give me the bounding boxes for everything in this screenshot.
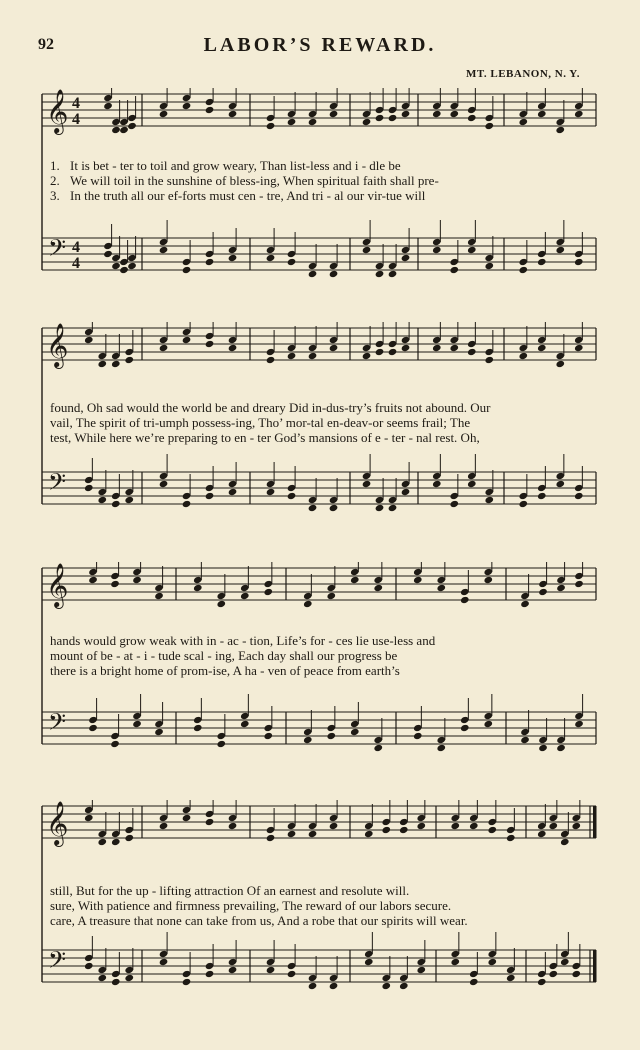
note-head [574,258,584,266]
note-head [303,600,313,608]
note-head [110,740,120,748]
note-head [548,970,558,978]
note-head [483,720,493,728]
note-head [119,266,129,274]
note-head [388,114,398,122]
lyric-line: found, Oh sad would the world be and dreary Did in-dus-try’s fruits not abound. Our [50,400,491,415]
note-head [193,724,203,732]
note-head [240,592,250,600]
system-2-lyrics [50,400,596,445]
note-head [388,348,398,356]
note-head [450,822,460,830]
system-3-lyrics [50,633,596,678]
note-head [560,838,570,846]
note-head [111,978,121,986]
note-head [266,488,276,496]
note-head [329,344,339,352]
note-head [375,348,385,356]
note-head [329,270,339,278]
note-head [154,592,164,600]
note-head [111,838,121,846]
note-head [538,588,548,596]
tune-source: MT. LEBANON, N. Y. [465,68,580,80]
note-head [401,110,411,118]
note-head [399,982,409,990]
bass-clef-icon: 𝄢 [48,234,67,267]
note-head [571,822,581,830]
note-head [228,966,238,974]
note-head [84,336,94,344]
note-head [205,970,215,978]
note-head [329,982,339,990]
note-head [375,114,385,122]
note-head [308,118,318,126]
note-head [520,736,530,744]
note-head [326,732,336,740]
note-head [450,958,460,966]
note-head [329,110,339,118]
note-head [401,254,411,262]
note-head [436,744,446,752]
note-head [364,958,374,966]
bass-clef-icon: 𝄢 [48,468,67,501]
note-head [159,822,169,830]
note-head [469,978,479,986]
note-head [362,118,372,126]
note-head [537,258,547,266]
note-head [449,110,459,118]
note-head [574,344,584,352]
note-head [467,480,477,488]
note-head [216,740,226,748]
note-head [111,262,121,270]
note-head [84,962,94,970]
note-head [287,118,297,126]
note-head [555,360,565,368]
note-head [193,584,203,592]
note-head [484,356,494,364]
lyric-line: vail, The spirit of tri-umph possess-ing, Tho’ mor-tal en-deav-or seems frail; The [50,415,471,430]
note-head [159,480,169,488]
note-head [555,246,565,254]
note-head [375,270,385,278]
note-head [84,484,94,492]
bass-clef-icon: 𝄢 [48,708,67,741]
note-head [127,262,137,270]
note-head [467,348,477,356]
lyric-line: test, While here we’re preparing to en - ter God’s mansions of e - ter - nal rest. Oh, [50,430,480,445]
note-head [449,500,459,508]
note-head [124,974,134,982]
note-head [548,822,558,830]
note-head [228,110,238,118]
note-head [399,826,409,834]
note-head [240,720,250,728]
note-head [154,728,164,736]
note-head [266,356,276,364]
lyric-line: still, But for the up - lifting attraction Of an earnest and resolute will. [50,883,410,898]
note-head [132,576,142,584]
note-head [103,102,113,110]
final-bar-line [593,806,597,838]
note-head [432,344,442,352]
note-head [460,724,470,732]
note-head [111,360,121,368]
note-head [381,826,391,834]
note-head [308,982,318,990]
note-head [329,504,339,512]
note-head [287,352,297,360]
note-head [556,744,566,752]
note-head [287,970,297,978]
time-signature-upper: 4 [72,95,80,112]
note-head [484,496,494,504]
treble-clef-icon: 𝄞 [46,89,69,133]
note-head [97,974,107,982]
note-head [460,596,470,604]
note-head [263,732,273,740]
treble-clef-icon: 𝄞 [46,801,69,845]
note-head [228,254,238,262]
note-head [416,822,426,830]
note-head [182,500,192,508]
note-head [413,732,423,740]
note-head [159,110,169,118]
note-head [362,246,372,254]
note-head [449,344,459,352]
note-head [308,270,318,278]
note-head [287,258,297,266]
lyric-line: 1. It is bet - ter to toil and grow weary, Than list-less and i - dle be [50,158,401,173]
page-title: LABOR’S REWARD. [203,34,437,56]
note-head [329,822,339,830]
note-head [103,250,113,258]
lyric-line: hands would grow weak with in - ac - tion, Life’s for - ces lie use-less and [50,633,436,648]
note-head [266,122,276,130]
note-head [487,826,497,834]
note-head [574,110,584,118]
note-head [303,736,313,744]
note-head [266,254,276,262]
page-number: 92 [38,36,54,53]
note-head [556,584,566,592]
note-head [467,246,477,254]
lyric-line: there is a bright home of prom-ise, A ha - ven of peace from earth’s [50,663,400,678]
note-head [205,818,215,826]
treble-clef-icon: 𝄞 [46,323,69,367]
note-head [555,480,565,488]
note-head [362,352,372,360]
note-head [84,814,94,822]
system-1-lyrics [50,158,596,203]
bass-clef-icon: 𝄢 [48,946,67,979]
note-head [132,720,142,728]
note-head [182,814,192,822]
note-head [436,584,446,592]
note-head [362,480,372,488]
note-head [228,488,238,496]
note-head [308,352,318,360]
note-head [518,118,528,126]
note-head [111,126,121,134]
time-signature-lower: 4 [72,111,80,128]
note-head [537,830,547,838]
note-head [469,822,479,830]
note-head [416,966,426,974]
note-head [537,110,547,118]
note-head [449,266,459,274]
note-head [364,830,374,838]
note-head [574,492,584,500]
note-head [373,744,383,752]
system-4-lyrics [50,883,596,928]
note-head [182,978,192,986]
note-head [537,492,547,500]
note-head [263,588,273,596]
note-head [88,576,98,584]
lyric-line: sure, With patience and firmness prevailing, The reward of our labors secure. [50,898,452,913]
note-head [506,974,516,982]
note-head [124,834,134,842]
note-head [537,978,547,986]
lyric-line: 2. We will toil in the sunshine of bless-ing, When spiritual faith shall pre- [50,173,439,188]
note-head [228,822,238,830]
note-head [518,500,528,508]
note-head [401,488,411,496]
note-head [487,958,497,966]
note-head [159,344,169,352]
note-head [205,258,215,266]
note-head [287,492,297,500]
lyric-line: care, A treasure that none can take from us, And a robe that our spirits will wear. [50,913,468,928]
note-head [506,834,516,842]
note-head [287,830,297,838]
note-head [205,340,215,348]
note-head [484,122,494,130]
note-head [574,720,584,728]
time-signature-lower: 4 [72,255,80,272]
note-head [413,576,423,584]
note-head [574,580,584,588]
note-head [350,576,360,584]
note-head [560,958,570,966]
note-head [538,744,548,752]
note-head [127,122,137,130]
note-head [537,344,547,352]
note-head [401,344,411,352]
note-head [375,504,385,512]
note-head [350,728,360,736]
note-head [159,246,169,254]
note-head [97,360,107,368]
note-head [182,102,192,110]
note-head [111,500,121,508]
note-head [182,336,192,344]
note-head [119,126,129,134]
note-head [88,724,98,732]
note-head [432,246,442,254]
final-bar-line [593,950,597,982]
note-head [110,580,120,588]
note-head [308,504,318,512]
note-head [518,352,528,360]
note-head [388,270,398,278]
note-head [467,114,477,122]
note-head [124,356,134,364]
note-head [432,480,442,488]
note-head [326,592,336,600]
note-head [484,262,494,270]
lyric-line: 3. In the truth all our ef-forts must cen - tre, And tri - al our vir-tue will [50,188,426,203]
lyric-line: mount of be - at - i - tude scal - ing, Each day shall our progress be [50,648,398,663]
note-head [373,584,383,592]
note-head [520,600,530,608]
treble-clef-icon: 𝄞 [46,563,69,607]
note-head [97,496,107,504]
note-head [228,344,238,352]
note-head [483,576,493,584]
note-head [388,504,398,512]
note-head [205,492,215,500]
note-head [518,266,528,274]
note-head [432,110,442,118]
note-head [555,126,565,134]
note-head [97,838,107,846]
note-head [182,266,192,274]
note-head [159,958,169,966]
time-signature-upper: 4 [72,239,80,256]
note-head [308,830,318,838]
note-head [216,600,226,608]
note-head [205,106,215,114]
note-head [124,496,134,504]
note-head [571,970,581,978]
note-head [381,982,391,990]
note-head [266,966,276,974]
note-head [266,834,276,842]
